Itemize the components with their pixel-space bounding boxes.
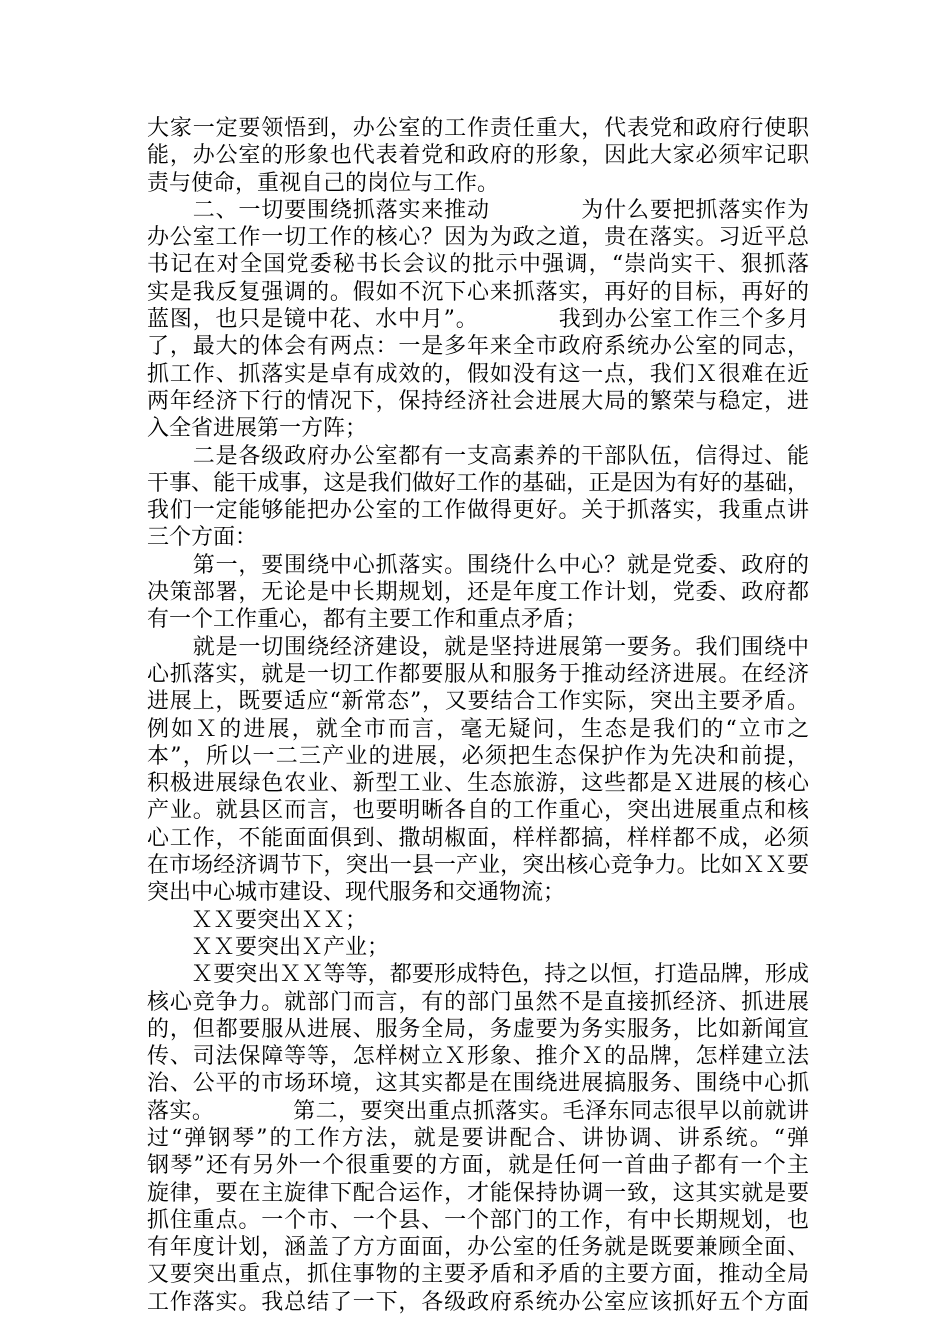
text-line: 实是我反复强调的。假如不沉下心来抓落实，再好的目标，再好的 xyxy=(147,279,809,305)
text-line: 书记在对全国党委秘书长会议的批示中强调，“崇尚实干、狠抓落 xyxy=(147,252,809,278)
text-line: 钢琴”还有另外一个很重要的方面，就是任何一首曲子都有一个主 xyxy=(147,1153,809,1179)
text-line: 在市场经济调节下，突出一县一产业，突出核心竞争力。比如ＸＸ要 xyxy=(147,853,809,879)
text-line: 进展上，既要适应“新常态”，又要结合工作实际，突出主要矛盾。 xyxy=(147,689,809,715)
text-line: Ｘ要突出ＸＸ等等，都要形成特色，持之以恒，打造品牌，形成 xyxy=(147,962,809,988)
document-body xyxy=(147,115,809,1316)
text-line: 三个方面： xyxy=(147,525,258,551)
text-line: 产业。就县区而言，也要明晰各自的工作重心，突出进展重点和核 xyxy=(147,798,809,824)
text-line: 抓住重点。一个市、一个县、一个部门的工作，有中长期规划，也 xyxy=(147,1207,809,1233)
text-line: 办公室工作一切工作的核心？因为为政之道，贵在落实。习近平总 xyxy=(147,225,809,251)
text-line: 核心竞争力。就部门而言，有的部门虽然不是直接抓经济、抓进展 xyxy=(147,989,809,1015)
text-line: 决策部署，无论是中长期规划，还是年度工作计划，党委、政府都 xyxy=(147,580,809,606)
text-line: 积极进展绿色农业、新型工业、生态旅游，这些都是Ｘ进展的核心 xyxy=(147,771,809,797)
text-line: 能，办公室的形象也代表着党和政府的形象，因此大家必须牢记职 xyxy=(147,143,809,169)
text-line: ＸＸ要突出ＸＸ； xyxy=(147,907,368,933)
text-line: 的，但都要服从进展、服务全局，务虚要为务实服务，比如新闻宣 xyxy=(147,1016,809,1042)
text-line: 例如Ｘ的进展，就全市而言，毫无疑问，生态是我们的“立市之 xyxy=(147,716,809,742)
text-line: ＸＸ要突出Ｘ产业； xyxy=(147,934,390,960)
text-line: 工作落实。我总结了一下，各级政府系统办公室应该抓好五个方面 xyxy=(147,1289,809,1315)
text-line: 大家一定要领悟到，办公室的工作责任重大，代表党和政府行使职 xyxy=(147,116,809,141)
text-line: 两年经济下行的情况下，保持经济社会进展大局的繁荣与稳定，进 xyxy=(147,388,809,414)
text-line: 心抓落实，就是一切工作都要服从和服务于推动经济进展。在经济 xyxy=(147,661,809,687)
text-line: 本”，所以一二三产业的进展，必须把生态保护作为先决和前提， xyxy=(147,743,809,769)
text-line: 心工作，不能面面俱到、撒胡椒面，样样都搞，样样都不成，必须 xyxy=(147,825,809,851)
text-line: 突出中心城市建设、现代服务和交通物流； xyxy=(147,880,566,906)
text-line: 过“弹钢琴”的工作方法，就是要讲配合、讲协调、讲系统。“弹 xyxy=(147,1125,809,1151)
text-line: 传、司法保障等等，怎样树立Ｘ形象、推介Ｘ的品牌，怎样建立法 xyxy=(147,1044,809,1070)
text-line: 旋律，要在主旋律下配合运作，才能保持协调一致，这其实就是要 xyxy=(147,1180,809,1206)
text-line: 干事、能干成事，这是我们做好工作的基础，正是因为有好的基础， xyxy=(147,470,809,496)
text-line: 抓工作、抓落实是卓有成效的，假如没有这一点，我们Ｘ很难在近 xyxy=(147,361,809,387)
text-line: 入全省进展第一方阵； xyxy=(147,416,368,442)
text-line: 蓝图，也只是镜中花、水中月”。 我到办公室工作三个多月 xyxy=(147,307,809,333)
text-line: 了，最大的体会有两点：一是多年来全市政府系统办公室的同志， xyxy=(147,334,809,360)
text-line: 第一，要围绕中心抓落实。围绕什么中心？就是党委、政府的 xyxy=(147,552,809,578)
text-line: 有一个工作重心，都有主要工作和重点矛盾； xyxy=(147,607,588,633)
text-line: 我们一定能够能把办公室的工作做得更好。关于抓落实，我重点讲 xyxy=(147,498,809,524)
text-line: 就是一切围绕经济建设，就是坚持进展第一要务。我们围绕中 xyxy=(147,634,809,660)
text-line: 又要突出重点，抓住事物的主要矛盾和矛盾的主要方面，推动全局 xyxy=(147,1262,809,1288)
text-line: 落实。 第二，要突出重点抓落实。毛泽东同志很早以前就讲 xyxy=(147,1098,809,1124)
text-line: 二、一切要围绕抓落实来推动 为什么要把抓落实作为 xyxy=(147,197,809,223)
text-line: 责与使命，重视自己的岗位与工作。 xyxy=(147,170,500,196)
text-line: 治、公平的市场环境，这其实都是在围绕进展搞服务、围绕中心抓 xyxy=(147,1071,809,1097)
text-line: 有年度计划，涵盖了方方面面，办公室的任务就是既要兼顾全面、 xyxy=(147,1235,809,1261)
text-line: 二是各级政府办公室都有一支高素养的干部队伍，信得过、能 xyxy=(147,443,809,469)
